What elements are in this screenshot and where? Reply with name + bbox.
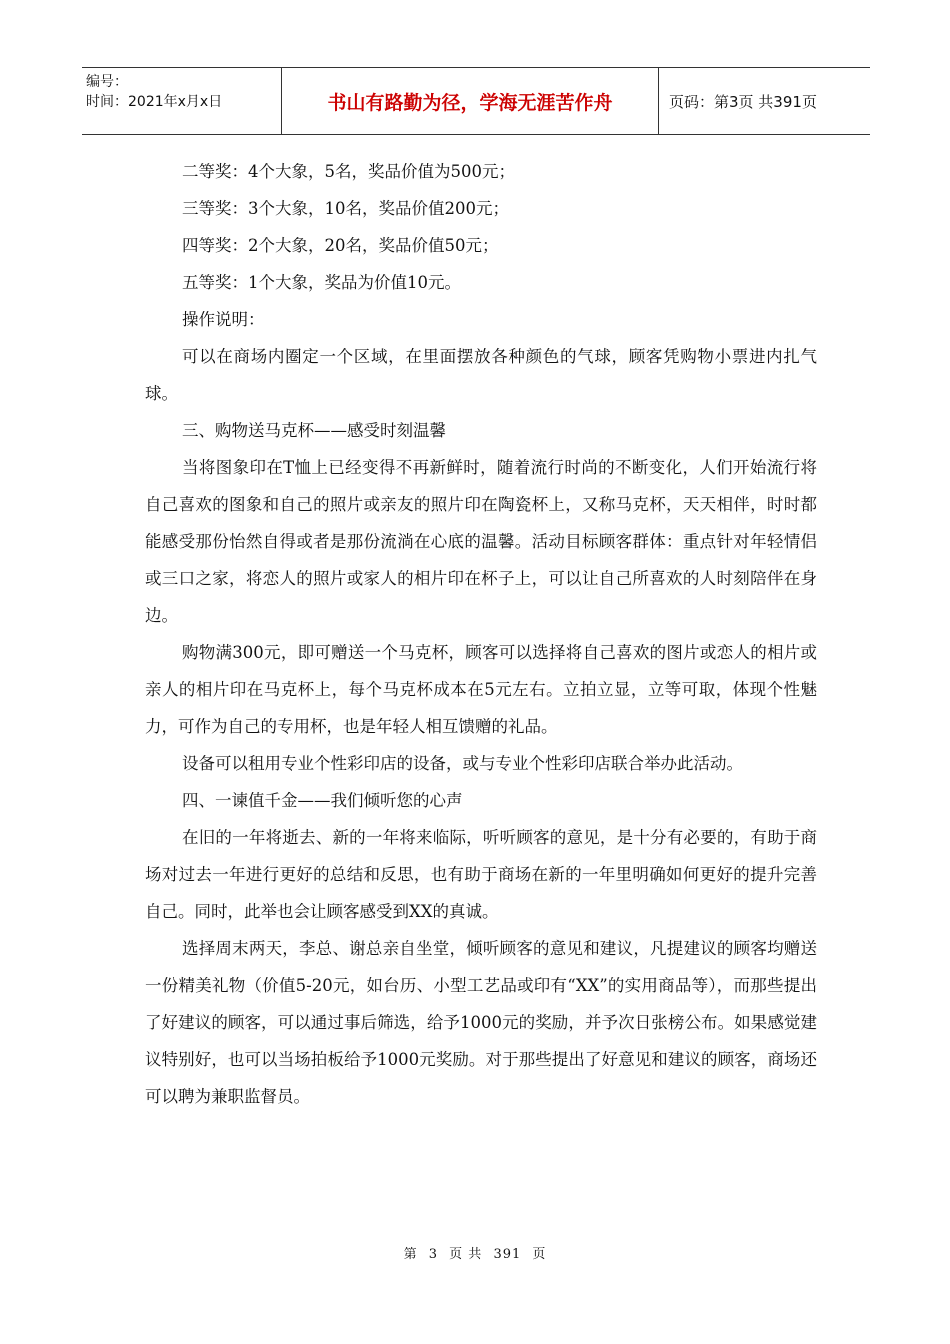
paragraph: 在旧的一年将逝去、新的一年将来临际，听听顾客的意见，是十分有必要的，有助于商场对过去一年进行更好的总结和反思，也有助于商场在新的一年里明确如何更好的提升完善自己。同时，此举也会让顾客感受到XX的真诚。	[145, 828, 817, 921]
footer-current-page: 3	[428, 1247, 439, 1262]
document-number: 编号：	[86, 74, 128, 90]
header-meta	[82, 68, 282, 134]
paragraph: 操作说明：	[182, 310, 265, 329]
paragraph: 四等奖：2个大象，20名，奖品价值50元；	[182, 236, 499, 255]
paragraph: 购物满300元，即可赠送一个马克杯，顾客可以选择将自己喜欢的图片或恋人的相片或亲人的相片印在马克杯上，每个马克杯成本在5元左右。立拍立显，立等可取，体现个性魅力，可作为自己的专用杯，也是年轻人相互馈赠的礼品。	[145, 643, 817, 736]
paragraph: 当将图象印在T恤上已经变得不再新鲜时，随着流行时尚的不断变化，人们开始流行将自己喜欢的图象和自己的照片或亲友的照片印在陶瓷杯上，又称马克杯，天天相伴，时时都能感受那份怡然自得或者是那份流淌在心底的温馨。活动目标顾客群体：重点针对年轻情侣或三口之家，将恋人的照片或家人的相片印在杯子上，可以让自己所喜欢的人时刻陪伴在身边。	[145, 458, 817, 625]
header-page-info: 页码：第3页 共391页	[669, 92, 817, 111]
paragraph: 设备可以租用专业个性彩印店的设备，或与专业个性彩印店联合举办此活动。	[182, 754, 743, 773]
document-body	[145, 153, 817, 1115]
paragraph: 可以在商场内圈定一个区域，在里面摆放各种颜色的气球，顾客凭购物小票进内扎气球。	[145, 347, 817, 403]
header-motto: 书山有路勤为径，学海无涯苦作舟	[282, 68, 659, 134]
footer-mid: 页 共	[449, 1247, 483, 1262]
footer-suffix: 页	[532, 1247, 547, 1262]
section-heading: 三、购物送马克杯——感受时刻温馨	[182, 421, 446, 440]
section-heading: 四、一谏值千金——我们倾听您的心声	[182, 791, 463, 810]
document-date: 时间：2021年x月x日	[86, 94, 223, 110]
footer-total-pages: 391	[493, 1247, 522, 1262]
paragraph: 二等奖：4个大象，5名，奖品价值为500元；	[182, 162, 515, 181]
paragraph: 选择周末两天，李总、谢总亲自坐堂，倾听顾客的意见和建议，凡提建议的顾客均赠送一份精美礼物（价值5-20元，如台历、小型工艺品或印有“XX”的实用商品等），而那些提出了好建议的顾客，可以通过事后筛选，给予1000元的奖励，并予次日张榜公布。如果感觉建议特别好，也可以当场拍板给予1000元奖励。对于那些提出了好意见和建议的顾客，商场还可以聘为兼职监督员。	[145, 939, 817, 1106]
paragraph: 五等奖：1个大象，奖品为价值10元。	[182, 273, 461, 292]
page-header	[82, 67, 870, 135]
paragraph: 三等奖：3个大象，10名，奖品价值200元；	[182, 199, 509, 218]
page-footer	[0, 1243, 950, 1262]
footer-prefix: 第	[403, 1247, 418, 1262]
